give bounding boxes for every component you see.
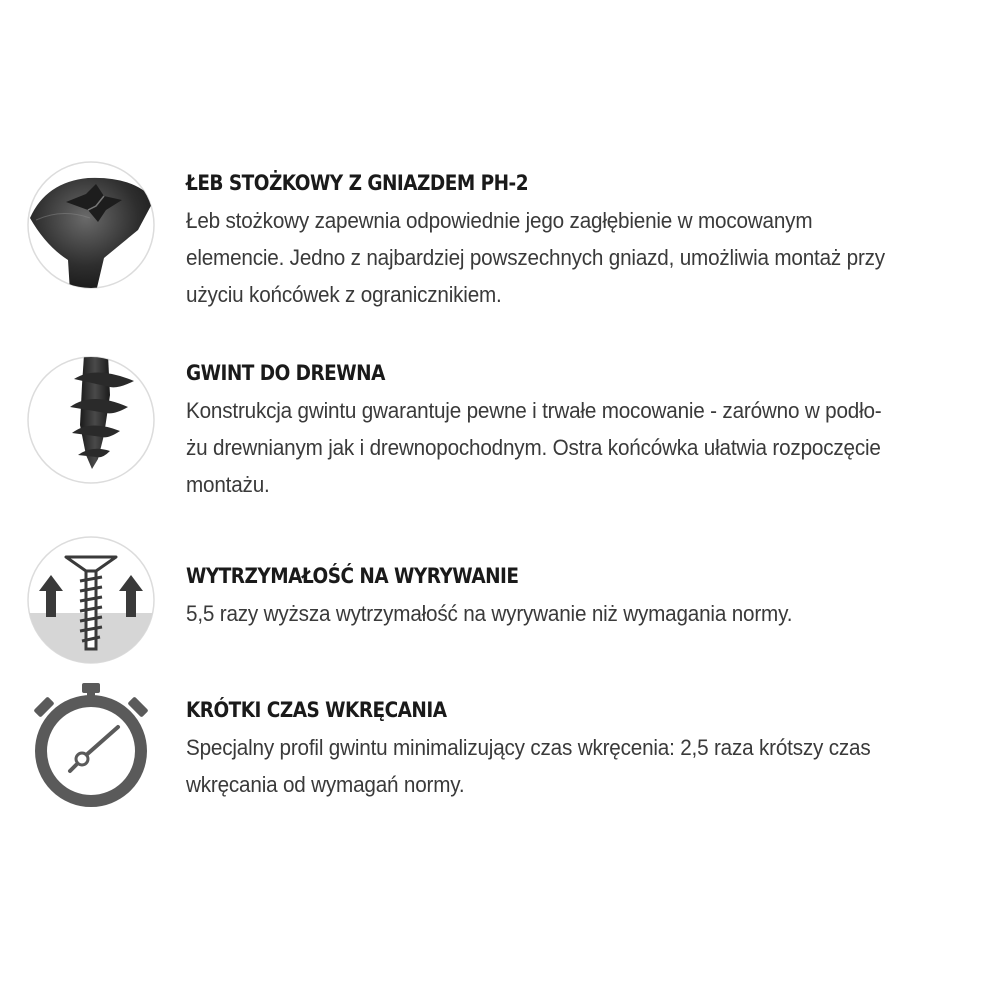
feature-description: 5,5 razy wyższa wytrzymałość na wyrywanie niż wymagania normy.	[186, 601, 793, 626]
feature-description: Konstrukcja gwintu gwarantuje pewne i trwałe mocowanie - zarówno w podło- żu drewnianym jak i drewnopochodnym. Ostra końcówka ułatwia rozpoczęcie montażu.	[186, 398, 882, 497]
feature-description: Łeb stożkowy zapewnia odpowiednie jego zagłębienie w mocowanym elemencie. Jedno z najbardziej powszechnych gniazd, umożliwia montaż przy użyciu końcówek z ogranicznikiem.	[186, 208, 885, 307]
screw-head-ph2-icon	[26, 160, 156, 290]
feature-title: ŁEB STOŻKOWY Z GNIAZDEM PH-2	[186, 171, 529, 195]
feature-description: Specjalny profil gwintu minimalizujący czas wkręcenia: 2,5 raza krótszy czas wkręcania od wymagań normy.	[186, 735, 871, 797]
feature-title: WYTRZYMAŁOŚĆ NA WYRYWANIE	[186, 564, 519, 588]
stopwatch-icon	[26, 677, 156, 807]
wood-thread-icon	[26, 355, 156, 485]
pull-out-strength-icon	[26, 535, 156, 665]
feature-title: KRÓTKI CZAS WKRĘCANIA	[186, 698, 447, 722]
feature-title: GWINT DO DREWNA	[186, 361, 385, 385]
